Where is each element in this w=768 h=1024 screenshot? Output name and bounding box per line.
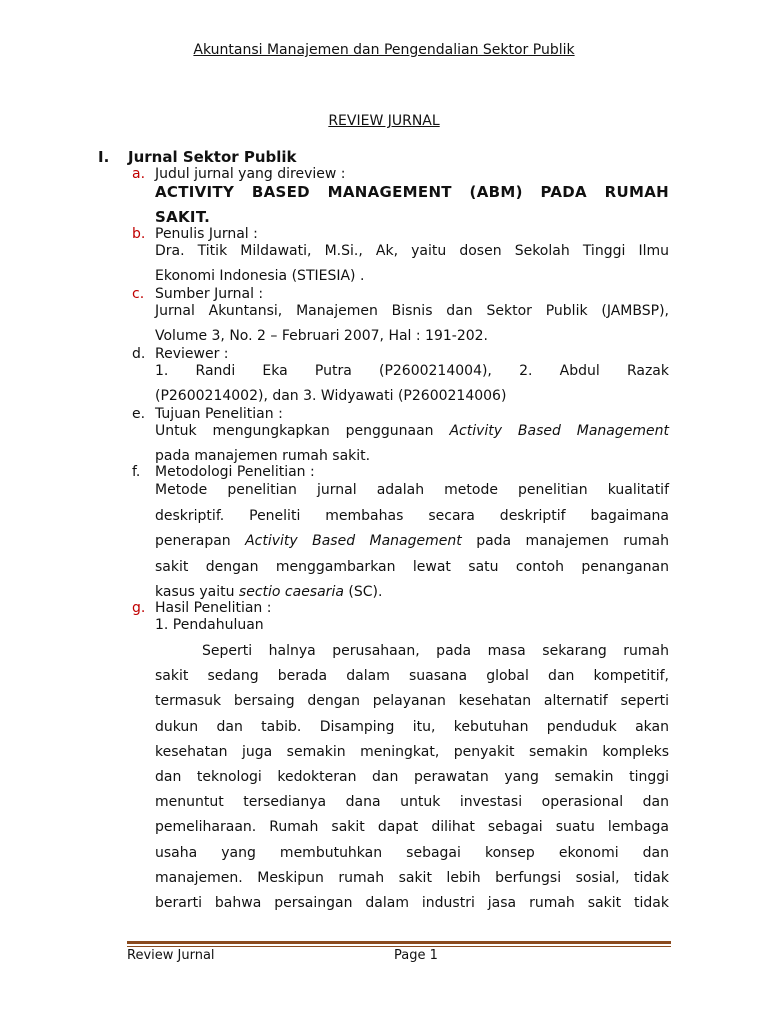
paragraph-line: usaha yang membutuhkan sebagai konsep ekonomi dan (155, 844, 669, 861)
item-b-label: Penulis Jurnal : (155, 226, 258, 242)
method-line3 (155, 533, 669, 553)
item-f-label: Metodologi Penelitian : (155, 464, 315, 480)
paragraph-line: berarti bahwa persaingan dalam industri jasa rumah sakit tidak (155, 895, 669, 911)
item-g-label: Hasil Penelitian : (155, 600, 272, 616)
method-line3-pre: penerapan (155, 533, 246, 549)
running-header: Akuntansi Manajemen dan Pengendalian Sektor Publik (193, 42, 575, 58)
document-title: REVIEW JURNAL (328, 113, 440, 129)
item-d-label: Reviewer : (155, 346, 229, 362)
method-line4: sakit dengan menggambarkan lewat satu contoh penanganan (155, 559, 669, 575)
paragraph-line: kesehatan juga semakin meningkat, penyakit semakin kompleks (155, 743, 669, 760)
item-c-marker: c. (132, 286, 145, 302)
item-a-marker: a. (132, 166, 146, 182)
purpose-emphasis: Activity Based Management (449, 423, 669, 439)
item-b-marker: b. (132, 226, 146, 242)
purpose-line1 (155, 423, 669, 443)
item-e-label: Tujuan Penelitian : (155, 406, 283, 422)
item-f-marker: f. (132, 464, 141, 480)
author-line1: Dra. Titik Mildawati, M.Si., Ak, yaitu dosen Sekolah Tinggi Ilmu (155, 243, 669, 259)
page-number: Page 1 (394, 948, 438, 963)
journal-title-line1: ACTIVITY BASED MANAGEMENT (ABM) PADA RUMAH (155, 183, 669, 201)
method-line1: Metode penelitian jurnal adalah metode penelitian kualitatif (155, 482, 669, 498)
footer-rule-thin (127, 946, 671, 947)
method-line5-post: (SC). (343, 584, 383, 600)
reviewer-line1: 1. Randi Eka Putra (P2600214004), 2. Abdul Razak (155, 363, 669, 379)
item-e-marker: e. (132, 406, 146, 422)
source-line1: Jurnal Akuntansi, Manajemen Bisnis dan Sektor Publik (JAMBSP), (155, 303, 669, 319)
paragraph-line: menuntut tersedianya dana untuk investasi operasional dan (155, 794, 669, 811)
item-g-marker: g. (132, 600, 146, 616)
paragraph-line: manajemen. Meskipun rumah sakit lebih berfungsi sosial, tidak (155, 869, 669, 886)
method-line3-post: pada manajemen rumah (461, 533, 669, 549)
source-line2: Volume 3, No. 2 – Februari 2007, Hal : 191-202. (155, 328, 489, 344)
item-c-label: Sumber Jurnal : (155, 286, 264, 302)
method-line2: deskriptif. Peneliti membahas secara deskriptif bagaimana (155, 508, 669, 524)
footer-left: Review Jurnal (127, 948, 215, 963)
footer-rule (127, 941, 671, 944)
item-d-marker: d. (132, 346, 146, 362)
method-line3-emphasis: Activity Based Management (245, 533, 462, 549)
section-number: I. (98, 148, 110, 166)
paragraph-line: pemeliharaan. Rumah sakit dapat dilihat sebagai suatu lembaga (155, 819, 669, 836)
section-title: Jurnal Sektor Publik (128, 148, 297, 166)
subheading-pendahuluan: 1. Pendahuluan (155, 617, 264, 633)
method-line5-emphasis: sectio caesaria (238, 584, 344, 600)
journal-title-line2: SAKIT. (155, 208, 211, 226)
purpose-line2: pada manajemen rumah sakit. (155, 448, 371, 464)
paragraph-line: dan teknologi kedokteran dan perawatan yang semakin tinggi (155, 769, 669, 785)
method-line5-pre: kasus yaitu (155, 584, 239, 600)
author-line2: Ekonomi Indonesia (STIESIA) . (155, 268, 365, 284)
item-a-label: Judul jurnal yang direview : (155, 166, 346, 182)
paragraph-line: dukun dan tabib. Disamping itu, kebutuhan penduduk akan (155, 718, 669, 735)
purpose-text: Untuk mengungkapkan penggunaan (155, 423, 450, 439)
paragraph-line: termasuk bersaing dengan pelayanan kesehatan alternatif seperti (155, 693, 669, 710)
paragraph-line: Seperti halnya perusahaan, pada masa sekarang rumah (202, 643, 669, 659)
reviewer-line2: (P2600214002), dan 3. Widyawati (P2600214006) (155, 388, 507, 404)
paragraph-line: sakit sedang berada dalam suasana global dan kompetitif, (155, 668, 669, 685)
